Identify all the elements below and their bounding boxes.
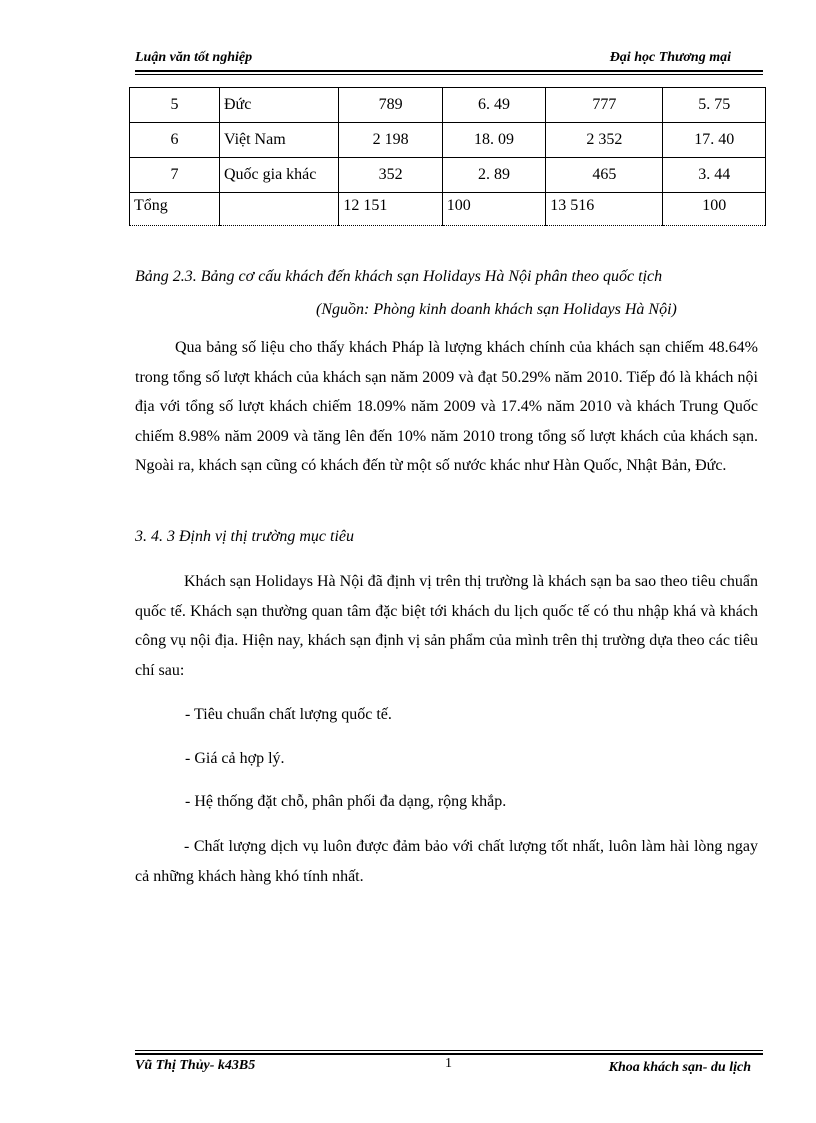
header-rule	[135, 70, 763, 72]
list-item: - Tiêu chuẩn chất lượng quốc tế.	[185, 706, 392, 723]
table-cell: Đức	[219, 88, 338, 123]
table-cell: 6. 49	[442, 88, 545, 123]
table-cell: Tổng	[130, 193, 220, 226]
body-paragraph: Khách sạn Holidays Hà Nội đã định vị trên thị trường là khách sạn ba sao theo tiêu chuẩn quốc tế. Khách sạn thường quan tâm đặc biệt tới khách du lịch quốc tế có thu nhập khá và khách công vụ nội địa. Hiện nay, khách sạn định vị sản phẩm của mình trên thị trường dựa theo các tiêu chí sau:	[135, 573, 758, 679]
table-row	[130, 158, 766, 193]
body-paragraph: Qua bảng số liệu cho thấy khách Pháp là lượng khách chính của khách sạn chiếm 48.64% trong tổng số lượt khách của khách sạn năm 2009 và đạt 50.29% năm 2010. Tiếp đó là khách nội địa với tổng số lượt khách chiếm 18.09% năm 2009 và 17.4% năm 2010 và khách Trung Quốc chiếm 8.98% năm 2009 và tăng lên đến 10% năm 2010 trong tổng số lượt khách của khách sạn. Ngoài ra, khách sạn cũng có khách đến từ một số nước khác như Hàn Quốc, Nhật Bản, Đức.	[135, 339, 758, 475]
header-thesis-title: Luận văn tốt nghiệp	[135, 50, 253, 65]
table-caption: Bảng 2.3. Bảng cơ cấu khách đến khách sạn Holidays Hà Nội phân theo quốc tịch	[135, 268, 663, 285]
table-cell: 465	[546, 158, 663, 193]
table-total-row	[130, 193, 766, 226]
table-source: (Nguồn: Phòng kinh doanh khách sạn Holidays Hà Nội)	[316, 301, 677, 318]
table-cell: 100	[442, 193, 545, 226]
table-cell: 100	[663, 193, 766, 226]
table-row	[130, 88, 766, 123]
table-cell: 7	[130, 158, 220, 193]
page-header	[135, 48, 763, 70]
table-cell: 2 198	[339, 123, 442, 158]
header-rule-thin	[135, 74, 763, 75]
table-cell: 18. 09	[442, 123, 545, 158]
table-cell: 2 352	[546, 123, 663, 158]
table-cell: 5	[130, 88, 220, 123]
table-cell: 2. 89	[442, 158, 545, 193]
footer-faculty: Khoa khách sạn- du lịch	[608, 1060, 751, 1075]
list-item-paragraph: - Chất lượng dịch vụ luôn được đảm bảo với chất lượng tốt nhất, luôn làm hài lòng ngay cả những khách hàng khó tính nhất.	[135, 838, 758, 885]
section-heading: 3. 4. 3 Định vị thị trường mục tiêu	[135, 528, 355, 545]
page-footer	[135, 1056, 763, 1078]
table-cell: 13 516	[546, 193, 663, 226]
page-number: 1	[445, 1056, 452, 1071]
table-cell	[219, 193, 338, 226]
table-cell: 3. 44	[663, 158, 766, 193]
footer-rule	[135, 1053, 763, 1055]
list-item: - Hệ thống đặt chỗ, phân phối đa dạng, rộng khắp.	[185, 793, 507, 810]
header-university: Đại học Thương mại	[609, 50, 731, 65]
footer-author: Vũ Thị Thủy- k43B5	[135, 1058, 256, 1073]
table-cell: Quốc gia khác	[219, 158, 338, 193]
nationality-table	[129, 87, 766, 226]
table-cell: 6	[130, 123, 220, 158]
table-cell: 5. 75	[663, 88, 766, 123]
table-cell: Việt Nam	[219, 123, 338, 158]
table-cell: 17. 40	[663, 123, 766, 158]
table-cell: 352	[339, 158, 442, 193]
table-cell: 777	[546, 88, 663, 123]
table-row	[130, 123, 766, 158]
list-item: - Giá cả hợp lý.	[185, 750, 285, 767]
footer-rule-thin	[135, 1050, 763, 1051]
table-cell: 12 151	[339, 193, 442, 226]
table-cell: 789	[339, 88, 442, 123]
